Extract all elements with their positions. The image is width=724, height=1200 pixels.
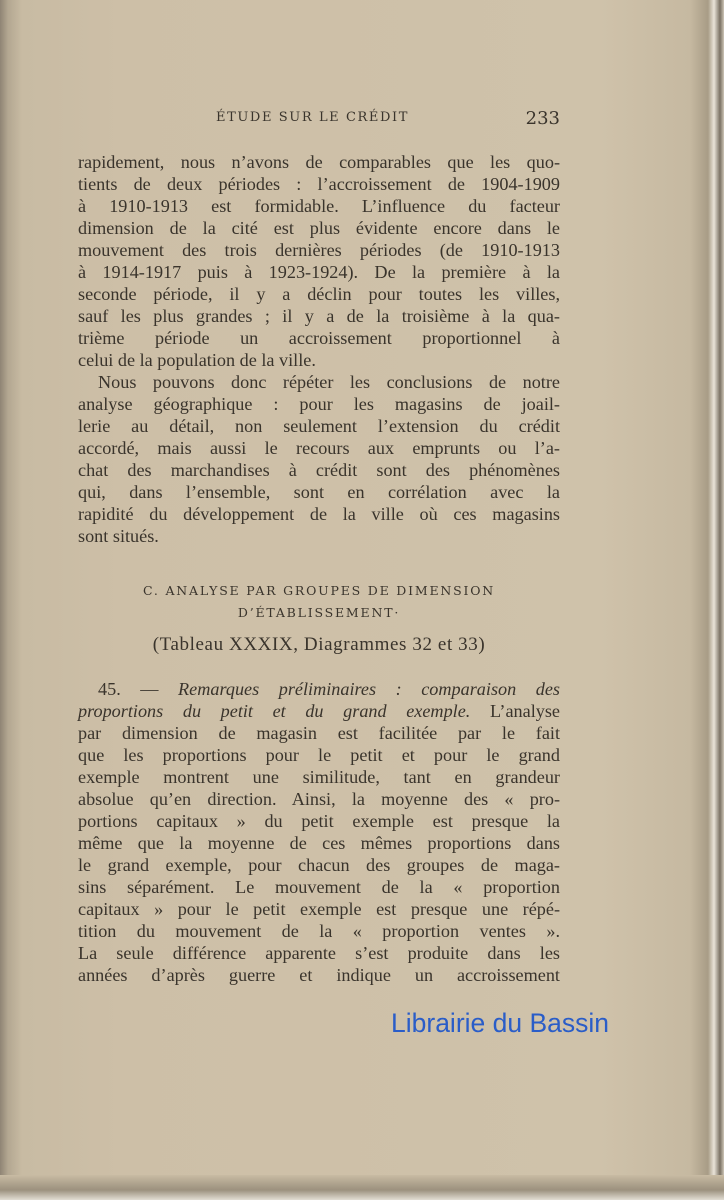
text-line: Nous pouvons donc répéter les conclusions de notre (98, 372, 560, 392)
text-line: trième période un accroissement proportionnel à (78, 328, 560, 348)
running-header (78, 108, 560, 130)
text-line: tients de deux périodes : l’accroissement de 1904-1909 (78, 174, 560, 194)
text-line: analyse géographique : pour les magasins de joail- (78, 394, 560, 414)
watermark: Librairie du Bassin (391, 1008, 610, 1038)
text-line: qui, dans l’ensemble, sont en corrélation avec la (78, 482, 560, 502)
text-line: La seule différence apparente s’est produite dans les (78, 943, 560, 963)
text-line: le grand exemple, pour chacun des groupes de maga- (78, 855, 560, 875)
paragraph-1 (78, 151, 560, 371)
text-line: que les proportions pour le petit et pour le grand (78, 745, 560, 765)
text-line: tition du mouvement de la « proportion ventes ». (78, 921, 560, 941)
italic-heading: Remarques préliminaires : comparaison des (178, 679, 561, 699)
text-span: L’analyse (470, 701, 560, 721)
italic-heading: proportions du petit et du grand exemple. (78, 701, 471, 721)
paragraph-number: 45. — (98, 679, 179, 699)
text-line: absolue qu’en direction. Ainsi, la moyenne des « pro- (78, 789, 560, 809)
text-line (78, 700, 560, 722)
text-line: dimension de la cité est plus évidente encore dans le (78, 218, 560, 238)
text-line: portions capitaux » du petit exemple est presque la (78, 811, 560, 831)
text-line: rapidité du développement de la ville où ces magasins (78, 504, 560, 524)
text-line: capitaux » pour le petit exemple est presque une répé- (78, 899, 560, 919)
text-line: seconde période, il y a déclin pour toutes les villes, (78, 284, 560, 304)
text-line: années d’après guerre et indique un accroissement (78, 965, 560, 985)
text-line: par dimension de magasin est facilitée par le fait (78, 723, 560, 743)
section-reference: (Tableau XXXIX, Diagrammes 32 et 33) (152, 634, 486, 655)
running-title: ÉTUDE SUR LE CRÉDIT (216, 110, 410, 125)
text-line: sauf les plus grandes ; il y a de la troisième à la qua- (78, 306, 560, 326)
section-heading-line-1: C. ANALYSE PAR GROUPES DE DIMENSION (142, 583, 496, 598)
section-heading-line-2: D’ÉTABLISSEMENT· (237, 605, 401, 620)
page-number: 233 (525, 108, 560, 129)
text-line: exemple montrent une similitude, tant en grandeur (78, 767, 560, 787)
paragraph-2 (78, 371, 560, 547)
paragraph-45 (78, 678, 560, 986)
text-line: rapidement, nous n’avons de comparables que les quo- (78, 152, 560, 172)
text-line: lerie au détail, non seulement l’extension du crédit (78, 416, 560, 436)
text-line: même que la moyenne de ces mêmes proportions dans (78, 833, 560, 853)
text-line: sins séparément. Le mouvement de la « proportion (78, 877, 560, 897)
page-bottom-edge (0, 1175, 724, 1200)
text-line: mouvement des trois dernières périodes (de 1910-1913 (78, 240, 560, 260)
text-line: à 1910-1913 est formidable. L’influence du facteur (78, 196, 560, 216)
text-line (78, 678, 560, 700)
text-line: sont situés. (78, 526, 159, 546)
text-line: à 1914-1917 puis à 1923-1924). De la première à la (78, 262, 560, 282)
text-line: chat des marchandises à crédit sont des phénomènes (78, 460, 560, 480)
text-line: accordé, mais aussi le recours aux emprunts ou l’a- (78, 438, 560, 458)
text-line: celui de la population de la ville. (78, 350, 316, 370)
